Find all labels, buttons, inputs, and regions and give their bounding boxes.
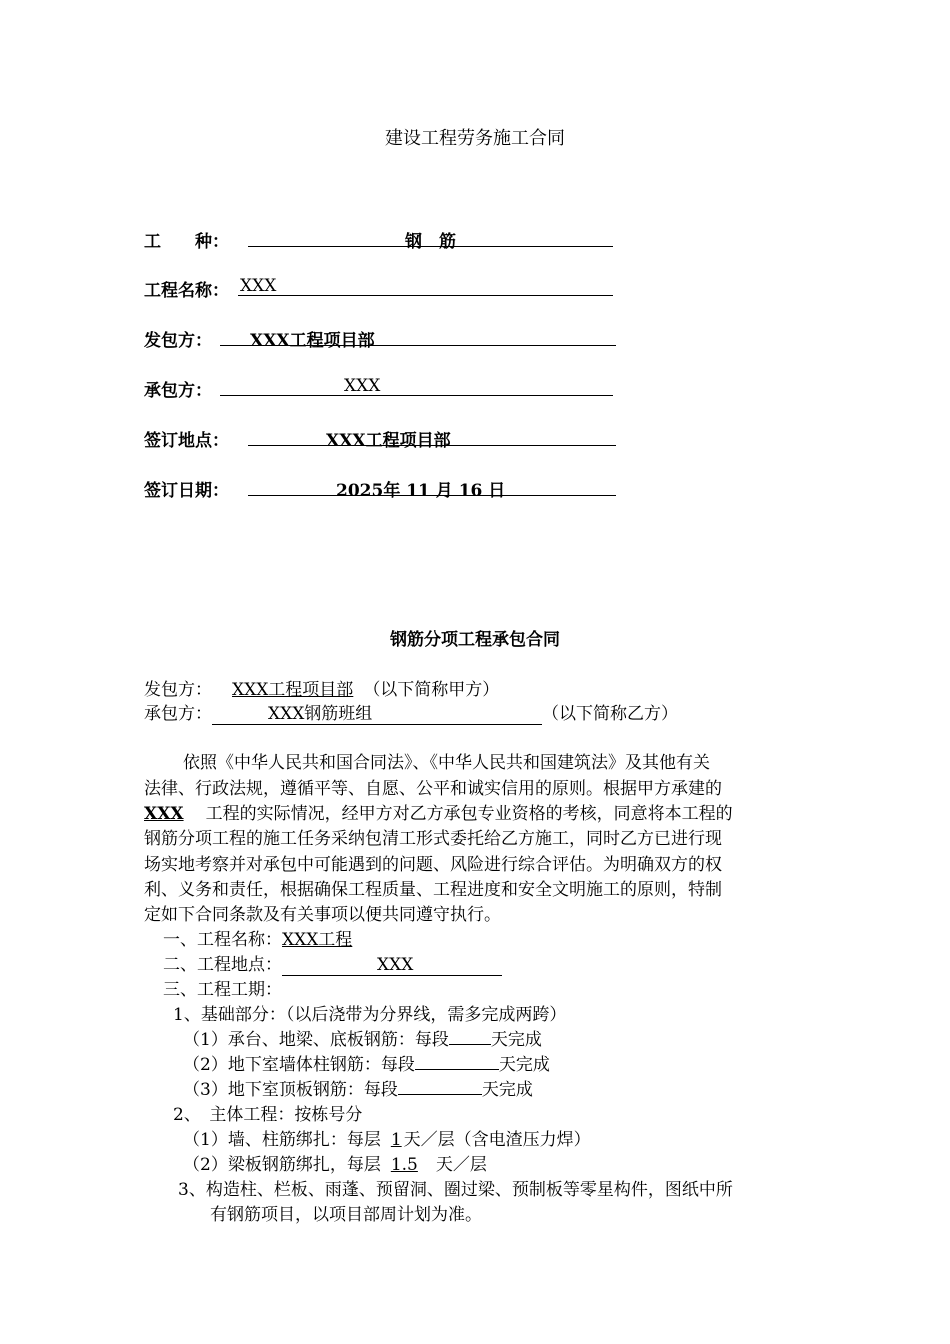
- trade-value: 钢 筋: [405, 232, 456, 252]
- sub1-b-tail: 天完成: [498, 1055, 550, 1075]
- sub1-c-label: （3）地下室顶板钢筋：每段: [183, 1080, 398, 1100]
- place-label: 签订地点：: [144, 431, 229, 451]
- item2-label: 二、工程地点：: [163, 955, 282, 975]
- contract-contractor-field: [212, 699, 542, 725]
- sub2-a-tail: 天／层（含电渣压力焊）: [403, 1130, 591, 1150]
- para-line-2: 法律、行政法规，遵循平等、自愿、公平和诚实信用的原则。根据甲方承建的: [144, 779, 722, 799]
- contractor-label: 承包方：: [144, 381, 212, 401]
- contract-contractor-label: 承包方：: [144, 704, 212, 724]
- contract-employer-value: XXX工程项目部: [232, 680, 354, 700]
- project-value: XXX: [240, 276, 277, 296]
- sub1-c-tail: 天完成: [481, 1080, 533, 1100]
- contract-employer-note: （以下简称甲方）: [363, 680, 500, 700]
- item3-label: 三、工程工期：: [163, 980, 282, 1000]
- sub2-a: [183, 1125, 591, 1150]
- sub2-heading: 2、 主体工程：按栋号分: [173, 1105, 363, 1125]
- place-value: XXX工程项目部: [326, 431, 451, 451]
- para-line-7: 定如下合同条款及有关事项以便共同遵守执行。: [144, 905, 501, 925]
- sub2-b-tail: 天／层: [435, 1155, 487, 1175]
- sub2-b-label: （2）梁板钢筋绑扎，每层: [183, 1155, 381, 1175]
- item2-value: XXX: [377, 955, 414, 975]
- sub1-b-label: （2）地下室墙体柱钢筋：每段: [183, 1055, 415, 1075]
- trade-label: 工 种：: [144, 232, 229, 252]
- para-line-5: 场实地考察并对承包中可能遇到的问题、风险进行综合评估。为明确双方的权: [144, 855, 722, 875]
- date-label: 签订日期：: [144, 481, 229, 501]
- sub1-a-tail: 天完成: [490, 1030, 542, 1050]
- sub2-a-value: 1: [390, 1130, 402, 1150]
- project-label: 工程名称：: [144, 281, 229, 301]
- sub2-b-value: 1.5: [390, 1155, 418, 1175]
- contract-contractor-line: [144, 699, 678, 725]
- contract-contractor-value: XXX钢筋班组: [268, 704, 373, 724]
- sub3-line-2: 有钢筋项目，以项目部周计划为准。: [210, 1205, 482, 1225]
- para-project-value: XXX: [144, 804, 184, 824]
- date-value: 2025年 11 月 16 日: [336, 481, 506, 501]
- sub2-a-label: （1）墙、柱筋绑扎：每层: [183, 1130, 381, 1150]
- contract-title: 钢筋分项工程承包合同: [390, 630, 560, 650]
- para-line-3: [144, 799, 733, 824]
- contract-employer-label: 发包方：: [144, 680, 212, 700]
- contractor-underline: [220, 373, 613, 396]
- employer-value: XXX工程项目部: [250, 331, 375, 351]
- para-line-6: 利、义务和责任，根据确保工程质量、工程进度和安全文明施工的原则，特制: [144, 880, 722, 900]
- sub1-b-blank: [415, 1051, 499, 1070]
- project-underline: [238, 273, 613, 296]
- para-line-4: 钢筋分项工程的施工任务采纳包清工形式委托给乙方施工，同时乙方已进行现: [144, 829, 722, 849]
- employer-label: 发包方：: [144, 331, 212, 351]
- para-line-1: 依照《中华人民共和国合同法》、《中华人民共和国建筑法》及其他有关: [183, 753, 710, 773]
- item1-label: 一、工程名称：: [163, 930, 282, 950]
- contract-contractor-note: （以下简称乙方）: [542, 704, 678, 724]
- sub1-a: [183, 1025, 542, 1050]
- item-project-name: [163, 925, 352, 950]
- sub2-b: [183, 1150, 487, 1175]
- item-project-location: [163, 950, 502, 976]
- para-line-3-rest: 工程的实际情况，经甲方对乙方承包专业资格的考核，同意将本工程的: [205, 804, 733, 824]
- sub3-line-1: 3、构造柱、栏板、雨蓬、预留洞、圈过梁、预制板等零星构件，图纸中所: [178, 1180, 733, 1200]
- item1-value: XXX工程: [282, 930, 353, 950]
- contract-employer-line: [144, 675, 499, 700]
- item2-field: [282, 955, 502, 976]
- sub1-b: [183, 1050, 550, 1075]
- sub1-a-blank: [449, 1026, 491, 1045]
- contractor-value: XXX: [344, 376, 381, 396]
- sub1-c: [183, 1075, 533, 1100]
- sub1-c-blank: [398, 1076, 482, 1095]
- sub1-heading: 1、基础部分：（以后浇带为分界线，需多完成两跨）: [173, 1005, 567, 1025]
- cover-title: 建设工程劳务施工合同: [385, 128, 565, 149]
- sub1-a-label: （1）承台、地梁、底板钢筋：每段: [183, 1030, 449, 1050]
